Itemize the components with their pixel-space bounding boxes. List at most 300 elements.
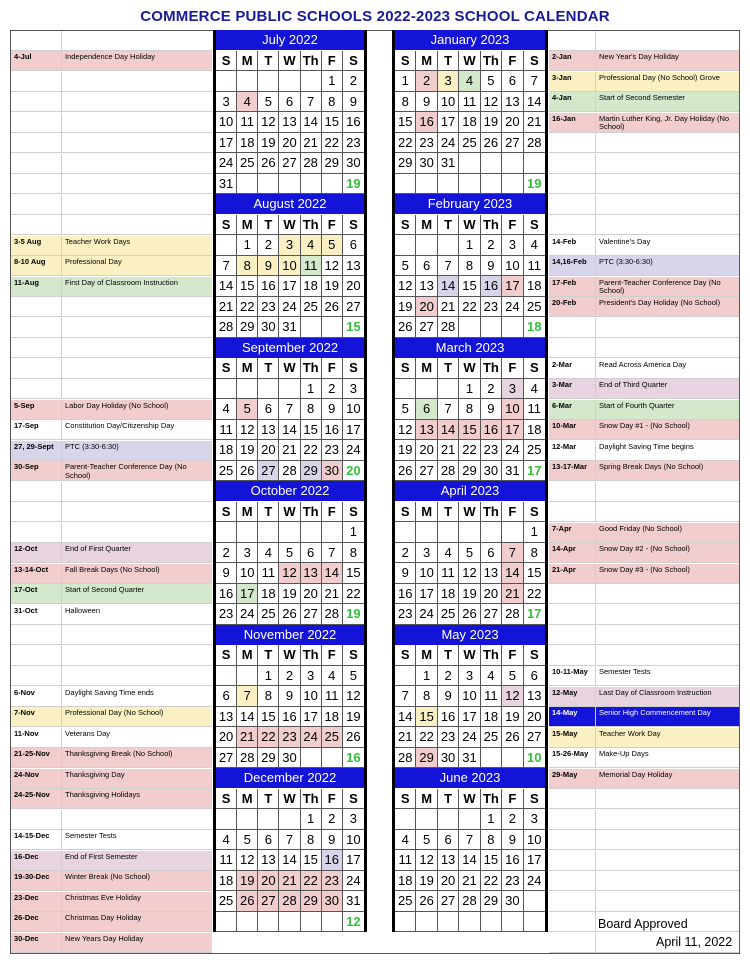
weekday-label: S [524,215,545,236]
day-cell: 11 [438,563,459,584]
day-cell: 9 [502,830,523,851]
weekday-label: S [524,51,545,72]
instruction-day-count: 20 [343,461,364,482]
right-event-row [549,256,739,276]
day-cell: 18 [301,276,322,297]
day-cell [322,912,343,933]
day-cell: 2 [343,71,364,92]
day-cell: 11 [524,256,545,277]
right-event-date: 15-26-May [552,749,589,758]
day-cell: 1 [459,235,480,256]
right-event-row [549,400,739,420]
day-cell [301,912,322,933]
day-cell: 27 [524,727,545,748]
right-event-row [549,195,739,215]
right-event-row [549,810,739,830]
day-cell [502,174,523,195]
right-event-row [549,892,739,912]
left-event-date: 24-25-Nov [14,790,50,799]
event-column-divider [61,543,62,562]
day-cell: 1 [459,379,480,400]
day-cell: 12 [395,420,416,441]
weekday-label: S [343,645,364,666]
right-event-text: PTC (3:30-6:30) [599,257,653,266]
weekday-label: T [438,51,459,72]
weekday-label: M [416,215,437,236]
weekday-label: T [258,502,279,523]
left-event-row [11,605,212,625]
weekday-label: F [502,502,523,523]
day-cell: 30 [322,461,343,482]
day-cell: 21 [395,727,416,748]
day-cell: 26 [237,461,258,482]
instruction-day-count: 16 [343,748,364,769]
day-cell: 12 [416,850,437,871]
right-event-row [549,646,739,666]
day-cell: 14 [301,112,322,133]
left-event-row [11,933,212,953]
day-cell: 12 [279,563,300,584]
event-column-divider [61,400,62,419]
weekday-label: W [459,502,480,523]
day-cell: 25 [395,891,416,912]
day-cell: 4 [237,92,258,113]
day-cell: 28 [279,461,300,482]
event-column-divider [61,482,62,501]
left-event-text: End of First Semester [65,851,138,861]
day-cell: 12 [459,563,480,584]
board-approved-date: April 11, 2022 [656,935,733,949]
day-cell: 21 [279,871,300,892]
weekday-label: W [459,645,480,666]
left-event-date: 11-Aug [14,277,40,287]
board-approved-label: Board Approved [598,917,688,931]
day-cell [395,666,416,687]
day-cell [279,809,300,830]
left-event-row [11,666,212,686]
day-cell: 5 [237,399,258,420]
right-event-text: Teacher Work Day [599,728,661,738]
weekday-label: F [502,215,523,236]
instruction-day-count: 10 [524,748,545,769]
day-cell: 31 [216,174,237,195]
day-cell: 31 [459,748,480,769]
day-cell [301,174,322,195]
left-event-row [11,31,212,51]
right-event-row [549,851,739,871]
left-event-date: 23-Dec [14,892,39,902]
day-cell [237,71,258,92]
instruction-day-count: 19 [524,174,545,195]
day-cell: 17 [279,276,300,297]
day-cell: 7 [279,399,300,420]
day-cell [301,317,322,338]
day-cell: 23 [502,871,523,892]
day-cell [459,174,480,195]
weekday-label: W [279,51,300,72]
day-cell: 6 [301,543,322,564]
event-column-divider [595,133,596,152]
day-cell [524,891,545,912]
day-cell: 8 [459,399,480,420]
left-event-row [11,543,212,563]
day-cell [258,522,279,543]
day-cell: 23 [343,133,364,154]
weekday-label: S [343,215,364,236]
day-cell [301,748,322,769]
event-column-divider [61,625,62,644]
day-cell: 13 [343,256,364,277]
day-cell: 26 [459,604,480,625]
day-cell: 26 [237,891,258,912]
weekday-label: S [216,502,237,523]
day-cell: 30 [258,317,279,338]
day-cell: 6 [416,256,437,277]
day-cell: 10 [343,830,364,851]
day-cell: 14 [438,420,459,441]
weekday-label: T [258,215,279,236]
left-event-row [11,707,212,727]
event-column-divider [595,912,596,931]
day-cell: 17 [301,707,322,728]
left-event-row [11,174,212,194]
left-event-row [11,51,212,71]
month-header: February 2023 [395,194,545,214]
weekday-label: S [395,502,416,523]
day-cell: 27 [502,133,523,154]
day-cell: 28 [438,461,459,482]
day-cell: 11 [322,686,343,707]
right-event-date: 15-May [552,728,578,738]
month-header: July 2022 [216,30,364,50]
day-cell [481,748,502,769]
day-cell: 7 [438,399,459,420]
day-cell: 19 [502,707,523,728]
left-event-text: Start of Second Quarter [65,585,145,594]
right-event-row [549,420,739,440]
day-cell: 26 [395,317,416,338]
day-cell: 3 [524,809,545,830]
day-cell [438,809,459,830]
day-cell [459,317,480,338]
day-cell: 4 [438,543,459,564]
right-event-date: 29-May [552,769,578,779]
weekday-label: T [438,358,459,379]
weekday-label: M [237,215,258,236]
day-cell: 10 [416,563,437,584]
event-column-divider [61,892,62,911]
day-cell [438,379,459,400]
weekday-label: T [438,645,459,666]
right-event-text: Valentine's Day [599,236,651,246]
day-cell: 13 [416,420,437,441]
event-column-divider [595,830,596,849]
right-event-date: 3-Mar [552,380,573,389]
day-cell [438,174,459,195]
day-cell: 26 [416,891,437,912]
day-cell: 1 [343,522,364,543]
day-cell: 3 [502,379,523,400]
day-cell: 15 [322,112,343,133]
day-cell: 18 [216,440,237,461]
day-cell: 27 [343,297,364,318]
day-cell: 23 [438,727,459,748]
day-cell: 31 [438,153,459,174]
day-cell [395,912,416,933]
left-event-date: 30-Dec [14,933,39,943]
right-event-row [549,728,739,748]
right-event-row [549,543,739,563]
event-column-divider [595,933,596,952]
day-cell [216,71,237,92]
day-cell [502,153,523,174]
day-cell: 2 [279,666,300,687]
instruction-day-count: 19 [343,174,364,195]
event-column-divider [61,154,62,173]
day-cell: 17 [524,850,545,871]
right-event-text: Memorial Day Holiday [599,769,673,779]
day-cell: 21 [301,133,322,154]
right-event-row [549,789,739,809]
right-event-row [549,605,739,625]
day-cell: 5 [481,71,502,92]
day-cell [237,174,258,195]
day-cell: 4 [524,235,545,256]
left-event-text: Christmas Eve Holiday [65,892,141,902]
day-cell: 10 [502,399,523,420]
day-cell: 7 [524,71,545,92]
day-cell [438,235,459,256]
day-cell: 22 [258,727,279,748]
day-cell: 4 [395,830,416,851]
day-cell: 27 [258,891,279,912]
day-cell: 26 [258,153,279,174]
day-cell [395,235,416,256]
right-event-date: 16-Jan [552,113,576,123]
weekday-label: S [524,358,545,379]
weekday-label: F [502,51,523,72]
day-cell: 21 [502,584,523,605]
left-event-date: 8-10 Aug [14,257,46,266]
left-event-row [11,502,212,522]
day-cell: 22 [301,871,322,892]
left-event-text: Winter Break (No School) [65,872,151,881]
weekday-label: S [216,789,237,810]
month-calendar [213,481,367,625]
right-event-date: 14-Feb [552,236,577,246]
day-cell: 23 [216,604,237,625]
day-cell: 3 [343,379,364,400]
weekday-label: W [459,789,480,810]
day-cell: 10 [301,686,322,707]
weekday-label: Th [481,502,502,523]
day-cell: 28 [459,891,480,912]
day-cell: 11 [481,686,502,707]
left-event-date: 27, 29-Sept [14,441,54,451]
right-event-row [549,297,739,317]
event-column-divider [61,748,62,767]
day-cell [416,522,437,543]
left-event-text: Semester Tests [65,831,117,840]
weekday-label: M [237,645,258,666]
day-cell: 28 [237,748,258,769]
right-event-date: 20-Feb [552,298,577,307]
weekday-label: M [416,789,437,810]
left-event-date: 3-5 Aug [14,236,42,246]
day-cell: 28 [322,604,343,625]
left-event-text: Daylight Saving Time ends [65,687,154,697]
right-event-date: 10-11-May [552,667,588,676]
day-cell: 22 [237,297,258,318]
left-event-text: New Years Day Holiday [65,933,144,943]
day-cell: 28 [502,604,523,625]
day-cell: 7 [502,543,523,564]
day-cell: 26 [279,604,300,625]
day-cell: 13 [216,707,237,728]
instruction-day-count: 12 [343,912,364,933]
day-cell: 11 [237,112,258,133]
event-column-divider [595,318,596,337]
left-event-row [11,584,212,604]
left-event-text: Professional Day (No School) [65,708,164,717]
right-event-row [549,461,739,481]
day-cell: 21 [438,297,459,318]
left-event-row [11,359,212,379]
right-event-text: Parent-Teacher Conference Day (No School) [599,277,721,295]
event-column-divider [595,646,596,665]
day-cell: 9 [438,686,459,707]
day-cell: 4 [322,666,343,687]
day-cell: 25 [237,153,258,174]
day-cell: 12 [322,256,343,277]
event-column-divider [61,933,62,952]
event-column-divider [61,605,62,624]
event-column-divider [61,215,62,234]
weekday-label: Th [481,645,502,666]
day-cell [237,809,258,830]
day-cell: 4 [301,235,322,256]
weekday-label: T [258,645,279,666]
weekday-label: W [459,358,480,379]
left-event-date: 14-15-Dec [14,831,50,840]
day-cell: 24 [438,133,459,154]
right-event-text: End of Third Quarter [599,380,668,389]
day-cell [216,235,237,256]
day-cell: 2 [481,235,502,256]
month-header: September 2022 [216,338,364,358]
weekday-label: Th [481,358,502,379]
day-cell: 25 [524,440,545,461]
day-cell: 22 [343,584,364,605]
right-event-date: 3-Jan [552,72,572,82]
day-cell: 7 [438,256,459,277]
day-cell: 9 [279,686,300,707]
day-cell: 10 [524,830,545,851]
weekday-label: F [322,502,343,523]
left-event-row [11,810,212,830]
day-cell [279,522,300,543]
weekday-label: F [322,358,343,379]
day-cell: 8 [481,830,502,851]
day-cell: 6 [343,235,364,256]
day-cell: 25 [459,133,480,154]
day-cell: 16 [438,707,459,728]
day-cell: 14 [237,707,258,728]
weekday-label: F [502,358,523,379]
weekday-label: M [416,645,437,666]
day-cell: 4 [258,543,279,564]
event-column-divider [61,113,62,132]
day-cell: 24 [459,727,480,748]
day-cell: 24 [416,604,437,625]
day-cell: 20 [416,297,437,318]
left-event-row [11,564,212,584]
left-event-text: Constitution Day/Citizenship Day [65,421,175,430]
day-cell [416,912,437,933]
day-cell: 29 [459,461,480,482]
left-event-row [11,195,212,215]
day-cell [416,174,437,195]
event-column-divider [61,502,62,521]
day-cell: 3 [279,235,300,256]
day-cell: 17 [343,420,364,441]
day-cell: 21 [237,727,258,748]
instruction-day-count: 17 [524,461,545,482]
event-column-divider [61,564,62,583]
right-event-text: Daylight Saving Time begins [599,441,694,451]
right-event-row [549,871,739,891]
day-cell: 1 [481,809,502,830]
day-cell: 7 [216,256,237,277]
day-cell: 9 [322,830,343,851]
event-column-divider [595,502,596,521]
day-cell: 3 [216,92,237,113]
day-cell: 10 [502,256,523,277]
day-cell: 15 [524,563,545,584]
event-column-divider [595,625,596,644]
day-cell: 30 [438,748,459,769]
left-event-date: 21-25-Nov [14,749,50,758]
day-cell: 30 [416,153,437,174]
day-cell: 12 [481,92,502,113]
day-cell [216,912,237,933]
day-cell: 13 [258,420,279,441]
day-cell: 13 [258,850,279,871]
day-cell: 20 [343,276,364,297]
left-event-row [11,318,212,338]
right-event-date: 17-Feb [552,277,577,287]
day-cell [395,174,416,195]
day-cell: 21 [322,584,343,605]
day-cell: 8 [301,399,322,420]
day-cell: 19 [481,112,502,133]
weekday-label: T [438,215,459,236]
day-cell: 6 [481,543,502,564]
day-cell [258,71,279,92]
day-cell: 10 [279,256,300,277]
day-cell: 27 [279,153,300,174]
right-event-text: Martin Luther King, Jr. Day Holiday (No School) [599,113,730,131]
event-column-divider [61,359,62,378]
weekday-label: M [416,358,437,379]
event-column-divider [61,236,62,255]
day-cell: 15 [237,276,258,297]
right-event-row [549,441,739,461]
event-column-divider [61,379,62,398]
month-calendar [392,338,548,482]
day-cell [216,379,237,400]
left-event-row [11,92,212,112]
